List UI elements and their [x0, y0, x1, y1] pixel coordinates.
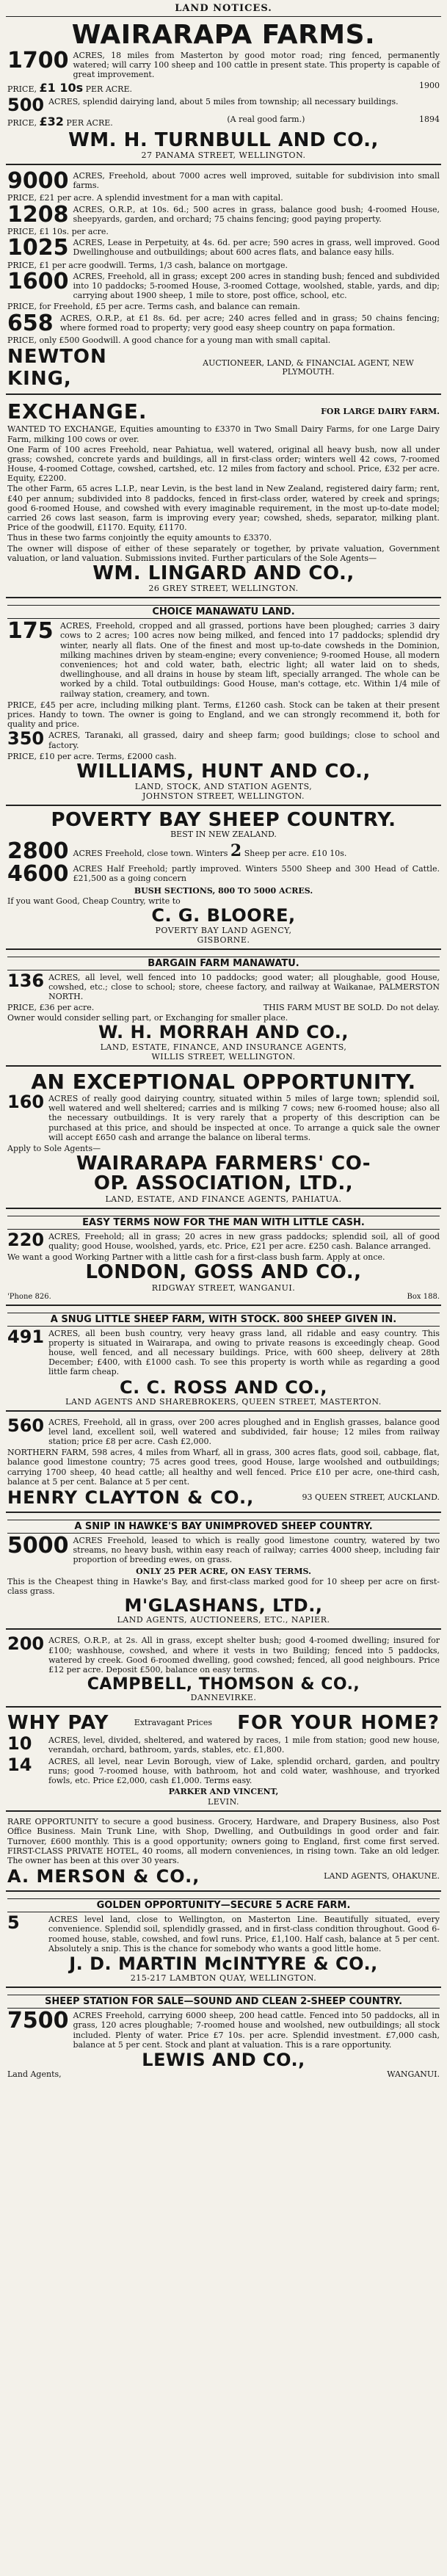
- acreage: 491: [7, 1326, 45, 1347]
- firm-tag: LAND, STOCK, AND STATION AGENTS,: [134, 782, 313, 792]
- firm-name: LEWIS AND CO.,: [142, 2049, 305, 2070]
- ad-title-tail: FOR LARGE DAIRY FARM.: [321, 406, 440, 416]
- firm-block: [7, 1866, 440, 1887]
- firm-address: GISBORNE.: [197, 935, 250, 945]
- listing-price: PRICE, £32 PER ACRE. (A real good farm.) 1894: [7, 115, 440, 129]
- firm-address: LEVIN.: [207, 1797, 240, 1807]
- firm-address: 215-217 LAMBTON QUAY, WELLINGTON.: [130, 1973, 317, 1984]
- listing-text: ACRES, Freehold, cropped and all grassed, portions have been ploughed; carries 3 dairy cows to 2 acres; 100 acres now being milked, and fenced into 17 paddocks; splendid dry winter, nearly all flats. One of the finest and most up-to-date cowsheds in the Dominion, milking machines driven by steam-engine; every convenience; 9-roomed House, all modern conveniences; hot and cold water, bath, electric light; all water laid on to sheds, dwellinghouse, and all drains in house by steam lift, specially arranged. The whole can be worked by a child. Total outbuildings: Good House, man's cottage, etc. Within 1/4 mile of railway station, creamery, and town.: [60, 621, 440, 699]
- listing: [7, 1754, 440, 1786]
- acreage: 658: [7, 310, 54, 336]
- listing-text: ACRES, level, divided, sheltered, and watered by races, 1 mile from station; good new house, verandah, orchard, bathroom, yards, stables, etc. £1,800.: [48, 1735, 440, 1755]
- ad-campbell-thomson: [6, 1633, 441, 1708]
- section-heading: GOLDEN OPPORTUNITY—SECURE 5 ACRE FARM.: [7, 1898, 440, 1912]
- firm-name: LONDON, GOSS AND CO.,: [85, 1261, 362, 1284]
- ad-clayton-auckland: [6, 1415, 441, 1513]
- acreage: 350: [7, 728, 45, 750]
- firm-name: W. H. MORRAH AND CO.,: [98, 1022, 349, 1043]
- paragraph: The other Farm, 65 acres L.I.P., near Levin, is the best land in New Zealand, registered dairy farm; rent, £40 per annum; subdivided into 8 paddocks, fenced in first-class order, watered by creek and springs; good 6-roomed House, and cowshed with every imaginable requirement, in the most up-to-date model; carried 26 cows last season, farm is improving every year; cowshed, sheds, separator, milking plant. Price of the goodwill, £1170. Equity, £1170.: [7, 484, 440, 533]
- acreage: 5: [7, 1912, 20, 1934]
- paragraph: This is the Cheapest thing in Hawke's Bay, and first-class marked good for 10 sheep per acre on first-class grass.: [7, 1576, 440, 1596]
- paragraph: We want a good Working Partner with a little cash for a first-class bush farm. Apply at once.: [7, 1252, 385, 1263]
- ad-williams-hunt: [6, 601, 441, 806]
- ad-title: WHY PAY: [7, 1712, 109, 1735]
- ad-mglashans-napier: [6, 1516, 441, 1630]
- paragraph: NORTHERN FARM, 598 acres, 4 miles from Wharf, all in grass, 300 acres flats, good soil, cabbage, flat, balance good limestone country; 75 acres good trees, good House, large woolshed and outbuildings; carrying 1700 sheep, 40 head cattle; all healthy and well fenced. Price £10 per acre, one-third cash, balance at 5 per cent. Balance at 5 per cent.: [7, 1448, 440, 1487]
- paragraph: WANTED TO EXCHANGE, Equities amounting to £3370 in Two Small Dairy Farms, for one Large Dairy Farm, milking 100 cows or over.: [7, 424, 440, 444]
- listing: [7, 1533, 440, 1565]
- section-heading: A SNUG LITTLE SHEEP FARM, WITH STOCK. 800 SHEEP GIVEN IN.: [7, 1313, 440, 1327]
- page-header: LAND NOTICES.: [6, 3, 441, 17]
- listing: [7, 167, 440, 194]
- ad-lewis-wanganui: [6, 1991, 441, 2083]
- paragraph: RARE OPPORTUNITY to secure a good business. Grocery, Hardware, and Drapery Business, also Post Office Business. Main Trunk Line, with Shop, Dwelling, and Outbuildings in good order and fair. Turnover, £600 monthly. This is a good opportunity; owners going to England, first come first served. FIRST-CLASS PRIVATE HOTEL, 40 rooms, all modern conveniences, in rising town. Take an old ledger. The owner has been at this over 30 years.: [7, 1817, 440, 1866]
- listing: [7, 94, 440, 115]
- listing-price: PRICE, £1 per acre goodwill. Terms, 1/3 cash, balance on mortgage.: [7, 260, 288, 270]
- firm-tag: LAND AGENTS AND SHAREBROKERS, QUEEN STREET, MASTERTON.: [65, 1396, 382, 1407]
- firm-name: HENRY CLAYTON & CO.,: [7, 1487, 255, 1509]
- firm-name: C. C. ROSS AND CO.,: [119, 1376, 328, 1398]
- firm-name: WM. LINGARD AND CO.,: [92, 562, 355, 584]
- acreage: 7500: [7, 2008, 69, 2034]
- listing-text: ACRES, all level, well fenced into 10 paddocks; good water; all ploughable, good House, cowshed, etc.; close to school; store, cheese factory, and railway at Waikanae, PALMERSTON NORTH.: [48, 972, 440, 1002]
- note: Owner would consider selling part, or Exchanging for smaller place.: [7, 1013, 288, 1023]
- listing-price: ONLY 25 PER ACRE, ON EASY TERMS.: [136, 1566, 311, 1576]
- firm-name: A. MERSON & CO.,: [7, 1866, 200, 1887]
- acreage: 1700: [7, 47, 69, 73]
- listing: [7, 310, 440, 336]
- firm-name: WAIRARAPA FARMERS' CO-: [76, 1153, 371, 1175]
- listing-price: PRICE, £36 per acre. THIS FARM MUST BE SOLD. Do not delay.: [7, 1003, 440, 1013]
- section-heading: BARGAIN FARM MANAWATU.: [7, 957, 440, 970]
- acreage: 560: [7, 1415, 45, 1436]
- ad-title: AN EXCEPTIONAL OPPORTUNITY.: [31, 1069, 416, 1094]
- listing-price: PRICE, £10 per acre. Terms, £2000 cash.: [7, 751, 177, 761]
- ad-title: WAIRARAPA FARMS.: [71, 20, 376, 50]
- acreage: 1208: [7, 201, 69, 228]
- ad-morrah-manawatu: [6, 953, 441, 1067]
- firm-tag: LAND AGENTS, AUCTIONEERS, ETC., NAPIER.: [117, 1615, 330, 1625]
- listing: [7, 1094, 440, 1142]
- listing: [7, 730, 440, 750]
- firm-tag: LAND, ESTATE, AND FINANCE AGENTS, PAHIATUA.: [105, 1194, 342, 1204]
- acreage: 1600: [7, 268, 69, 294]
- listing-text: ACRES, Taranaki, all grassed, dairy and sheep farm; good buildings; close to school and factory.: [48, 730, 440, 750]
- firm-tag: POVERTY BAY LAND AGENCY,: [155, 925, 292, 935]
- acreage: 220: [7, 1229, 45, 1250]
- firm-name-line2: OP. ASSOCIATION, LTD.,: [93, 1172, 354, 1195]
- firm-name: CAMPBELL, THOMSON & CO.,: [87, 1675, 360, 1694]
- lead-text: Apply to Sole Agents—: [7, 1143, 101, 1153]
- section-heading: A SNIP IN HAWKE'S BAY UNIMPROVED SHEEP COUNTRY.: [7, 1520, 440, 1534]
- firm-name: C. G. BLOORE,: [151, 905, 296, 926]
- ad-london-goss: [6, 1212, 441, 1306]
- listing-text: ACRES of really good dairying country, situated within 5 miles of large town; splendid soil, well watered and well sheltered; carries and is milking 7 cows; new 6-roomed house; also all the necessary outbuildings. It is very rarely that a property of this description can be purchased at this price, and should be inspected at once. To arrange a quick sale the owner will accept £650 cash and arrange the balance on liberal terms.: [48, 1094, 440, 1142]
- listing-text: ACRES, Freehold, all in grass, over 200 acres ploughed and in English grasses, balance good level land, excellent soil, well watered and subdivided, fair house; 12 miles from railway station; price £8 per acre. Cash £2,000.: [48, 1417, 440, 1447]
- ad-title-row: [7, 1712, 440, 1734]
- listing-price: PRICE, for Freehold, £5 per acre. Terms cash, and balance can remain.: [7, 302, 300, 312]
- ad-bloore-poverty-bay: [6, 809, 441, 950]
- listing-price: PRICE, £1 10s. per acre.: [7, 227, 109, 237]
- ad-newton-king: [6, 168, 441, 396]
- listing: [7, 235, 440, 261]
- firm-name: PARKER AND VINCENT,: [168, 1787, 279, 1797]
- listing-price: PRICE, £21 per acre. A splendid investment for a man with capital.: [7, 193, 283, 203]
- listing-text: ACRES, all been bush country, very heavy grass land, all ridable and easy country. This property is situated in Wairarapa, and owing to private reasons is exceedingly cheap. Good house, well fenced, and all necessary buildings. Price, with 600 sheep, delivery at 28th December; £400, with £1000 cash. To see this property is worth while as regarding a good little farm cheap.: [48, 1328, 440, 1377]
- firm-address: 26 GREY STREET, WELLINGTON.: [148, 584, 299, 594]
- acreage: 200: [7, 1633, 45, 1655]
- ad-subtitle: BEST IN NEW ZEALAND.: [170, 830, 277, 840]
- listing-text: ACRES, 18 miles from Masterton by good motor road; ring fenced, permanently watered; will carry 100 sheep and 100 cattle in present state. This property is capable of great improvement.: [73, 50, 440, 80]
- listing-text: ACRES, splendid dairying land, about 5 miles from township; all necessary buildings.: [48, 96, 399, 106]
- contact-row: 'Phone 826. Box 188.: [7, 1292, 440, 1301]
- listing: [7, 1229, 440, 1251]
- firm-tag: AUCTIONEER, LAND, & FINANCIAL AGENT, NEW PLYMOUTH.: [203, 358, 414, 377]
- listing: [7, 838, 440, 865]
- listing-text: ACRES, all level, near Levin Borough, view of Lake, splendid orchard, garden, and poultry runs; good 7-roomed house, with bathroom, hot and cold water, washhouse, and tryorked fowls, etc. Price £2,000, cash £1,000. Terms easy.: [48, 1756, 440, 1785]
- acreage: 10: [7, 1733, 32, 1755]
- listing-text: ACRES Freehold, leased to which is really good limestone country, watered by two streams, no heavy bush, within easy reach of railway; carries 4000 sheep, including fair proportion of breeding ewes, on grass.: [73, 1536, 440, 1565]
- firm-name: WILLIAMS, HUNT AND CO.,: [76, 760, 371, 783]
- listing-text: ACRES Half Freehold; partly improved. Winters 5500 Sheep and 300 Head of Cattle. £21,500 as a going concern: [73, 863, 440, 883]
- firm-tag-row: Land Agents, WANGANUI.: [7, 2069, 440, 2080]
- firm-address: 27 PANAMA STREET, WELLINGTON.: [141, 150, 306, 160]
- section-heading: SHEEP STATION FOR SALE—SOUND AND CLEAN 2-SHEEP COUNTRY.: [7, 1995, 440, 2009]
- acreage: 4600: [7, 860, 69, 887]
- firm-name: M'GLASHANS, LTD.,: [124, 1595, 323, 1617]
- ad-title-row: [7, 399, 440, 424]
- listing: [7, 1735, 440, 1755]
- listing-text: ACRES, O.R.P., at 2s. All in grass, except shelter bush; good 4-roomed dwelling; insured for £100; washhouse, cowshed, and where it vests in two Building; fenced into 5 paddocks, watered by creek. Good 6-roomed dwelling, good cowshed; fenced, all good neighbours. Price £12 per acre. Deposit £500, balance on easy terms.: [48, 1636, 440, 1675]
- listing-text: ACRES level land, close to Wellington, on Masterton Line. Beautifully situated, every convenience. Splendid soil, splendidly grassed, and in first-class condition throughout. Good 6-roomed house, stable, cowshed, and fowl runs. Price, £1,100. Half cash, balance at 5 per cent. Absolutely a snip. This is the chance for somebody who wants a good little home.: [48, 1915, 440, 1953]
- acreage: 1025: [7, 235, 69, 261]
- ad-ross-masterton: [6, 1309, 441, 1412]
- listing-text: ACRES Freehold, close town. Winters 2 Sheep per acre. £10 10s.: [73, 841, 347, 861]
- firm-name: J. D. MARTIN McINTYRE & CO.,: [69, 1953, 378, 1974]
- acreage: 500: [7, 94, 45, 115]
- ad-title-mid: Extravagant Prices: [134, 1717, 213, 1727]
- ad-wairarapa-farmers-coop: [6, 1070, 441, 1209]
- firm-block: [7, 346, 440, 390]
- listing: [7, 618, 440, 699]
- acreage: 175: [7, 618, 54, 645]
- listing-text: ACRES, O.R.P., at 10s. 6d.; 500 acres in grass, balance good bush; 4-roomed House, sheepyards, garden, and orchard; 75 chains fencing; good paying property.: [73, 204, 440, 224]
- listing-text: ACRES, O.R.P., at £1 8s. 6d. per acre; 240 acres felled and in grass; 50 chains fencing; where formed road to property; very good easy sheep country on papa formation.: [60, 313, 440, 333]
- ad-merson-ohakune: [6, 1815, 441, 1892]
- listing: [7, 2008, 440, 2050]
- listing-text: ACRES, Lease in Perpetuity, at 4s. 6d. per acre; 590 acres in grass, well improved. Good Dwellinghouse and outbuildings; about 600 acres flats, and balance easy hills.: [73, 238, 440, 258]
- land-notices-page: [6, 0, 441, 2083]
- listing-text: ACRES, Freehold, all in grass; except 200 acres in standing bush; fenced and subdivided into 10 paddocks; 5-roomed House, 3-roomed Cottage, woolshed, stable, yards, and dip; carrying about 1900 sheep, 1 mile to store, post office, school, etc.: [73, 271, 440, 301]
- listing: [7, 47, 440, 80]
- acreage: 14: [7, 1754, 32, 1775]
- listing-text: ACRES Freehold, carrying 6000 sheep, 200 head cattle. Fenced into 50 paddocks, all in grass, 120 acres ploughable; 7-roomed house and woolshed, new outbuildings; all stock included. Plenty of water. Price £7 10s. per acre. Splendid investment. £7,000 cash, balance at 5 per cent. Stock and plant at valuation. This is a rare opportunity.: [73, 2011, 440, 2050]
- ad-martin-mcintyre: [6, 1895, 441, 1988]
- firm-tag: LAND, ESTATE, FINANCE, AND INSURANCE AGENTS,: [100, 1042, 347, 1052]
- lead-text: If you want Good, Cheap Country, write to: [7, 896, 181, 907]
- listing-text: ACRES, Freehold, about 7000 acres well improved, suitable for subdivision into small farms.: [73, 170, 440, 191]
- listing: [7, 201, 440, 228]
- acreage: 136: [7, 970, 45, 991]
- firm-name: NEWTON KING,: [7, 346, 107, 391]
- acreage: 160: [7, 1092, 45, 1112]
- firm-address: JOHNSTON STREET, WELLINGTON.: [142, 791, 305, 802]
- ad-parker-vincent: [6, 1710, 441, 1812]
- firm-tag: LAND AGENTS, OHAKUNE.: [324, 1871, 440, 1881]
- section-heading: CHOICE MANAWATU LAND.: [7, 605, 440, 619]
- listing-price: PRICE, £45 per acre, including milking plant. Terms, £1260 cash. Stock can be taken at their present prices. Handy to town. The owner is going to England, and we can strongly recommend it, both for quality and price.: [7, 700, 440, 730]
- paragraph: One Farm of 100 acres Freehold, near Pahiatua, well watered, original all heavy bush, now all under grass; cowshed, concrete yards and buildings, all in first-class order; winters well 42 cows, 7-roomed House, 4-roomed Cottage, cowshed, cartshed, etc. 12 miles from factory and school. Price, £32 per acre. Equity, £2200.: [7, 444, 440, 484]
- ad-lingard-exchange: [6, 398, 441, 598]
- ad-wairarapa-farms: [6, 20, 441, 165]
- listing: [7, 1326, 440, 1377]
- paragraph: The owner will dispose of either of these separately or together, by private valuation, Government valuation, or land valuation. Submissions invited. Further particulars of the Sole Agents—: [7, 543, 440, 563]
- acreage: 5000: [7, 1533, 69, 1559]
- listing: [7, 1415, 440, 1447]
- listing: [7, 1633, 440, 1675]
- listing-price: PRICE, £1 10s PER ACRE. 1900: [7, 81, 440, 95]
- firm-block: [7, 1487, 440, 1508]
- firm-address: RIDGWAY STREET, WANGANUI.: [151, 1282, 296, 1293]
- bush-sections: BUSH SECTIONS, 800 TO 5000 ACRES.: [134, 886, 313, 896]
- firm-address: 93 QUEEN STREET, AUCKLAND.: [302, 1492, 440, 1502]
- listing-price: PRICE, only £500 Goodwill. A good chance for a young man with small capital.: [7, 335, 331, 346]
- acreage: 9000: [7, 167, 69, 194]
- listing: [7, 268, 440, 301]
- listing: [7, 1912, 440, 1953]
- firm-name: WM. H. TURNBULL AND CO.,: [68, 128, 379, 151]
- section-heading: EASY TERMS NOW FOR THE MAN WITH LITTLE CASH.: [7, 1216, 440, 1230]
- firm-address: DANNEVIRKE.: [190, 1693, 257, 1703]
- listing: [7, 970, 440, 1002]
- paragraph: Thus in these two farms conjointly the equity amounts to £3370.: [7, 533, 272, 543]
- listing-text: ACRES, Freehold; all in grass; 20 acres in new grass paddocks; splendid soil, all of good quality; good House, woolshed, yards, etc. Price, £21 per acre. £250 cash. Balance arranged.: [48, 1231, 440, 1251]
- ad-title: EXCHANGE.: [7, 399, 148, 424]
- firm-address: WILLIS STREET, WELLINGTON.: [151, 1051, 296, 1062]
- listing: [7, 860, 440, 887]
- ad-title: POVERTY BAY SHEEP COUNTRY.: [51, 809, 396, 832]
- ad-title-2: FOR YOUR HOME?: [237, 1712, 440, 1735]
- acreage: 2800: [7, 838, 69, 865]
